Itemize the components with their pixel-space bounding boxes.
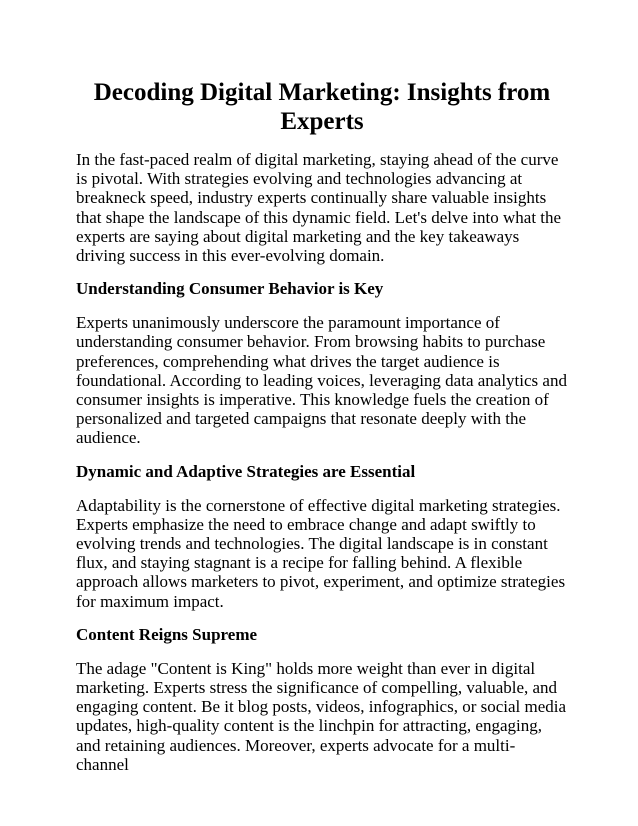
document-page — [76, 78, 568, 788]
section-heading-content-reigns: Content Reigns Supreme — [76, 624, 258, 644]
section-heading-consumer-behavior: Understanding Consumer Behavior is Key — [76, 279, 384, 299]
section-body-adaptive-strategies: Adaptability is the cornerstone of effective digital marketing strategies. Experts emphasize the need to embrace change and adapt swiftly to evolving trends and technologies. The digital landscape is in constant flux, and staying stagnant is a recipe for falling behind. A flexible approach allows marketers to pivot, experiment, and optimize strategies for maximum impact. — [76, 495, 566, 611]
section-body-content-reigns: The adage "Content is King" holds more weight than ever in digital marketing. Experts stress the significance of compelling, valuable, and engaging content. Be it blog posts, videos, infographics, or social media updates, high-quality content is the linchpin for attracting, engaging, and retaining audiences. Moreover, experts advocate for a multi-channel — [76, 658, 567, 774]
section-body-consumer-behavior: Experts unanimously underscore the paramount importance of understanding consumer behavior. From browsing habits to purchase preferences, comprehending what drives the target audience is foundational. According to leading voices, leveraging data analytics and consumer insights is imperative. This knowledge fuels the creation of personalized and targeted campaigns that resonate deeply with the audience. — [76, 313, 567, 448]
document-title: Decoding Digital Marketing: Insights from Experts — [93, 79, 551, 135]
section-heading-adaptive-strategies: Dynamic and Adaptive Strategies are Essential — [76, 461, 416, 481]
intro-paragraph: In the fast-paced realm of digital marketing, staying ahead of the curve is pivotal. With strategies evolving and technologies advancing at breakneck speed, industry experts continually share valuable insights that shape the landscape of this dynamic field. Let's delve into what the experts are saying about digital marketing and the key takeaways driving success in this ever-evolving domain. — [76, 150, 562, 266]
